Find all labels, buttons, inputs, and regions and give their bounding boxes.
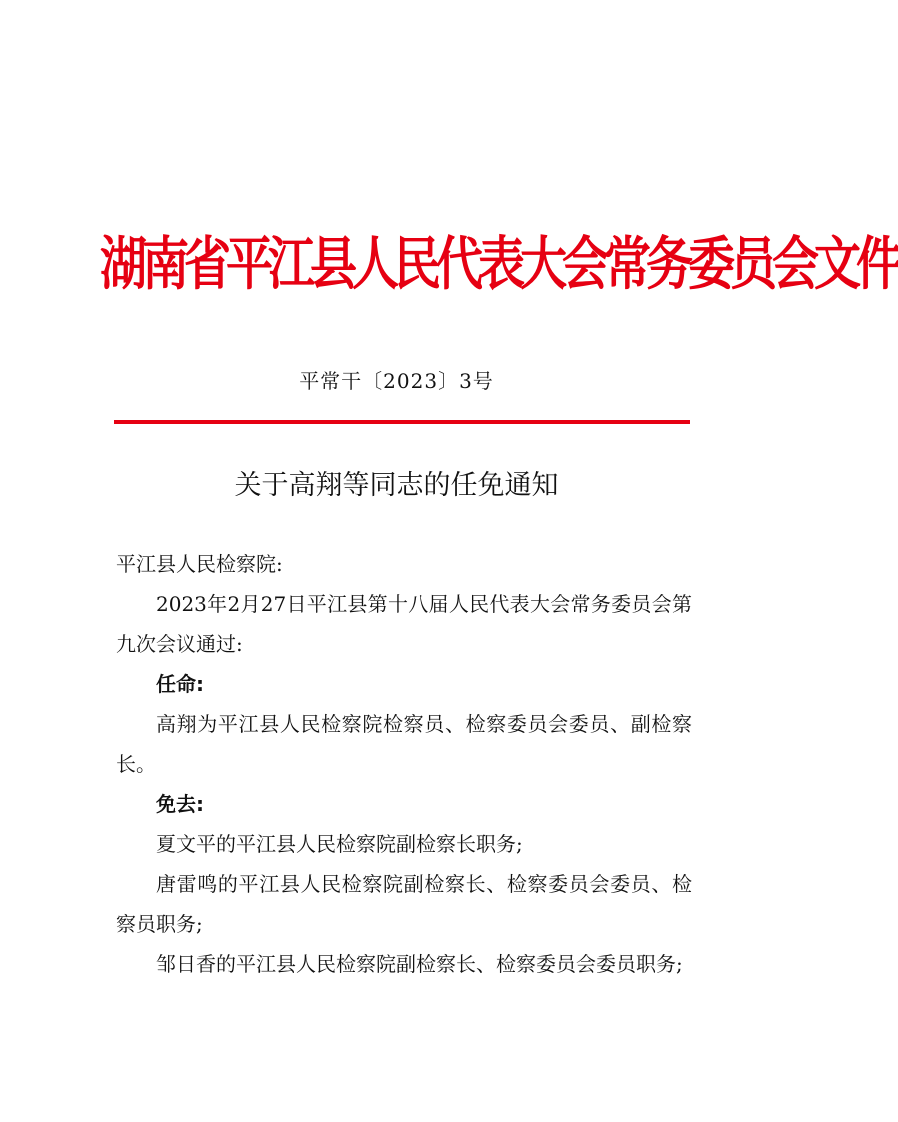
- intro-paragraph: 2023年2月27日平江县第十八届人民代表大会常务委员会第九次会议通过:: [116, 592, 692, 656]
- document-body: [116, 544, 692, 984]
- remove-item: 邹日香的平江县人民检察院副检察长、检察委员会委员职务;: [156, 952, 683, 976]
- addressee: 平江县人民检察院:: [116, 552, 283, 576]
- appoint-item: 高翔为平江县人民检察院检察员、检察委员会委员、副检察长。: [116, 712, 692, 776]
- remove-item: 夏文平的平江县人民检察院副检察长职务;: [156, 832, 523, 856]
- document-title: 关于高翔等同志的任免通知: [234, 470, 559, 501]
- remove-item: 唐雷鸣的平江县人民检察院副检察长、检察委员会委员、检察员职务;: [116, 872, 692, 936]
- document-masthead: 湖南省平江县人民代表大会常务委员会文件: [100, 230, 898, 298]
- appoint-heading: 任命:: [156, 672, 204, 696]
- remove-heading: 免去:: [156, 792, 204, 816]
- red-divider-line: [114, 420, 690, 424]
- document-number: 平常干〔2023〕3号: [299, 369, 494, 393]
